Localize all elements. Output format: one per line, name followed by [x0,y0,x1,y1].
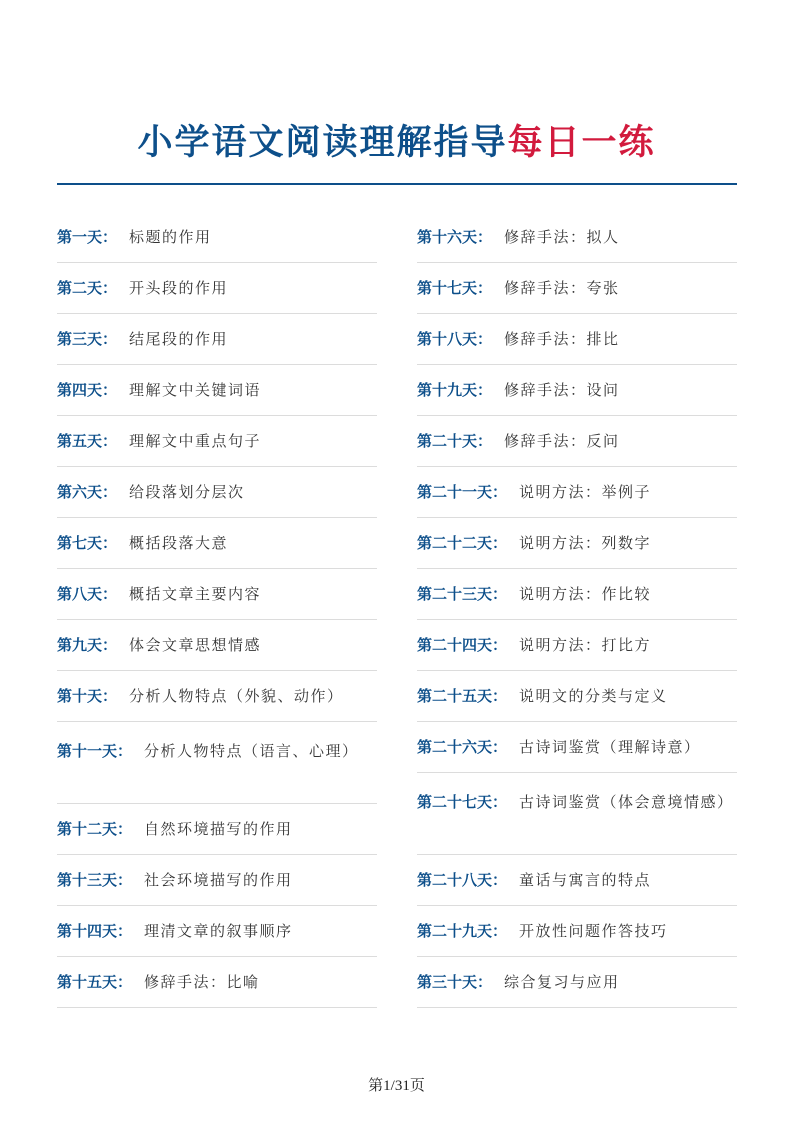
lesson-item [417,773,737,855]
lesson-text [57,736,359,766]
lesson-text [57,630,261,660]
lesson-day-label: 第二十九天： [417,922,508,940]
lesson-day-label: 第十四天： [57,922,133,940]
title-divider [57,183,737,185]
lesson-item [417,620,737,671]
page-number: 第1/31页 [368,1078,425,1094]
lesson-item [417,416,737,467]
lesson-topic: 结尾段的作用 [129,330,229,348]
lesson-text [57,916,293,946]
lesson-list-right [417,212,737,1008]
lesson-day-label: 第二天： [57,279,118,297]
lesson-topic: 古诗词鉴赏（理解诗意） [519,738,701,756]
lesson-item [57,518,377,569]
lesson-day-label: 第十八天： [417,330,493,348]
lesson-text [417,528,651,558]
lesson-topic: 修辞手法：拟人 [504,228,620,246]
lesson-item [57,957,377,1008]
lesson-text [57,967,260,997]
lesson-item [57,467,377,518]
lesson-item [57,569,377,620]
lesson-text [417,787,734,817]
lesson-topic: 说明方法：举例子 [519,483,652,501]
lesson-item [417,671,737,722]
lesson-item [57,906,377,957]
lesson-topic: 修辞手法：比喻 [144,973,260,991]
lesson-item [57,855,377,906]
lesson-day-label: 第二十二天： [417,534,508,552]
lesson-item [417,722,737,773]
lesson-topic: 修辞手法：设问 [504,381,620,399]
lesson-text [417,916,668,946]
lesson-day-label: 第二十六天： [417,738,508,756]
lesson-text [57,273,228,303]
lesson-topic: 修辞手法：反问 [504,432,620,450]
lesson-topic: 说明方法：作比较 [519,585,652,603]
lesson-text [57,528,228,558]
lesson-item [57,212,377,263]
title-main: 小学语文阅读理解指导 [137,123,508,163]
lesson-item [417,263,737,314]
lesson-day-label: 第十二天： [57,820,133,838]
lesson-day-label: 第三十天： [417,973,493,991]
lesson-item [417,957,737,1008]
lesson-item [417,467,737,518]
lesson-day-label: 第五天： [57,432,118,450]
lesson-day-label: 第十五天： [57,973,133,991]
lesson-item [417,855,737,906]
lesson-topic: 自然环境描写的作用 [144,820,293,838]
lesson-topic: 概括文章主要内容 [129,585,262,603]
lesson-topic: 体会文章思想情感 [129,636,262,654]
lesson-item [417,518,737,569]
lesson-topic: 分析人物特点（语言、心理） [144,742,359,760]
lesson-text [417,681,668,711]
lesson-text [417,477,651,507]
lesson-text [417,630,651,660]
title-accent: 每日一练 [507,123,656,163]
lesson-topic: 修辞手法：夸张 [504,279,620,297]
lesson-text [417,222,620,252]
lesson-topic: 概括段落大意 [129,534,229,552]
lesson-day-label: 第二十五天： [417,687,508,705]
lesson-item [57,365,377,416]
lesson-text [57,477,245,507]
lesson-day-label: 第二十四天： [417,636,508,654]
lesson-text [417,732,701,762]
lesson-text [417,273,620,303]
lesson-text [417,579,651,609]
lesson-topic: 综合复习与应用 [504,973,620,991]
lesson-item [417,212,737,263]
lesson-topic: 开头段的作用 [129,279,229,297]
lesson-day-label: 第六天： [57,483,118,501]
lesson-day-label: 第十三天： [57,871,133,889]
lesson-text [57,426,261,456]
lesson-day-label: 第二十天： [417,432,493,450]
lesson-day-label: 第二十八天： [417,871,508,889]
lesson-day-label: 第二十七天： [417,793,508,811]
lesson-topic: 理解文中重点句子 [129,432,262,450]
lesson-item [57,804,377,855]
lesson-topic: 说明方法：列数字 [519,534,652,552]
lesson-day-label: 第十一天： [57,742,133,760]
lesson-topic: 童话与寓言的特点 [519,871,652,889]
lesson-item [57,722,377,804]
lesson-day-label: 第三天： [57,330,118,348]
lesson-topic: 理解文中关键词语 [129,381,262,399]
lesson-text [57,681,344,711]
lesson-day-label: 第七天： [57,534,118,552]
lesson-text [57,579,261,609]
lesson-topic: 古诗词鉴赏（体会意境情感） [519,793,734,811]
lesson-text [417,375,620,405]
lesson-text [57,222,212,252]
lesson-day-label: 第一天： [57,228,118,246]
lesson-item [57,620,377,671]
lesson-day-label: 第二十一天： [417,483,508,501]
lesson-text [417,865,651,895]
lesson-item [417,314,737,365]
lesson-topic: 社会环境描写的作用 [144,871,293,889]
lesson-text [417,426,620,456]
lesson-day-label: 第二十三天： [417,585,508,603]
lesson-item [57,671,377,722]
lesson-text [57,814,293,844]
lesson-day-label: 第九天： [57,636,118,654]
lesson-topic: 给段落划分层次 [129,483,245,501]
lesson-day-label: 第十六天： [417,228,493,246]
lesson-day-label: 第四天： [57,381,118,399]
lesson-text [57,324,228,354]
lesson-topic: 修辞手法：排比 [504,330,620,348]
lesson-topic: 开放性问题作答技巧 [519,922,668,940]
lesson-topic: 标题的作用 [129,228,212,246]
lesson-text [417,967,620,997]
lesson-day-label: 第十七天： [417,279,493,297]
lesson-topic: 理清文章的叙事顺序 [144,922,293,940]
lesson-topic: 说明方法：打比方 [519,636,652,654]
lesson-item [57,416,377,467]
lesson-text [57,375,261,405]
lesson-text [57,865,293,895]
lesson-day-label: 第八天： [57,585,118,603]
lesson-item [57,263,377,314]
lesson-topic: 分析人物特点（外貌、动作） [129,687,344,705]
lesson-item [417,365,737,416]
lesson-day-label: 第十九天： [417,381,493,399]
lesson-list-left [57,212,377,1008]
page-title [0,118,793,168]
lesson-item [417,569,737,620]
lesson-topic: 说明文的分类与定义 [519,687,668,705]
lesson-item [417,906,737,957]
lesson-item [57,314,377,365]
lesson-day-label: 第十天： [57,687,118,705]
lesson-text [417,324,620,354]
